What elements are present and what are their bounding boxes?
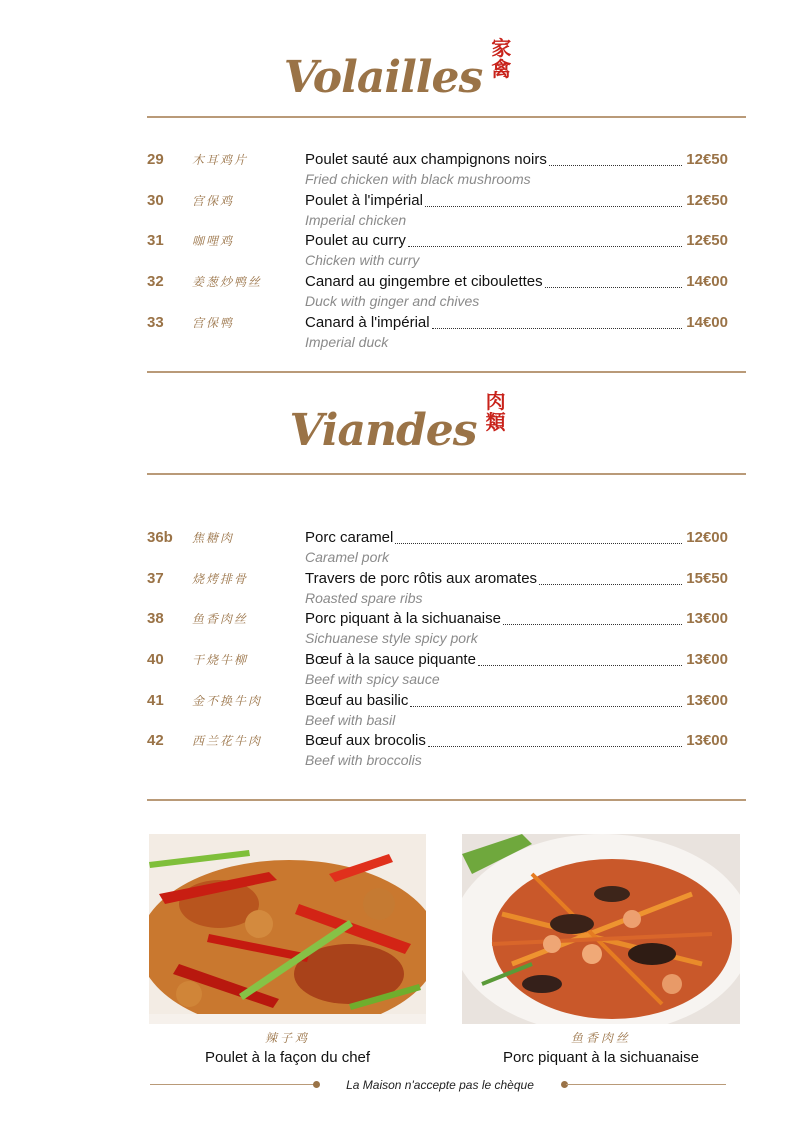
menu-item — [0, 272, 800, 313]
leader-dots — [503, 624, 682, 625]
item-number: 29 — [147, 151, 164, 168]
item-chinese-name: 鱼香肉丝 — [192, 612, 249, 627]
divider — [147, 116, 746, 118]
item-number: 40 — [147, 651, 164, 669]
item-price: 12€50 — [686, 151, 728, 168]
item-price: 12€50 — [686, 191, 728, 209]
item-number: 37 — [147, 569, 164, 587]
menu-item — [0, 231, 800, 272]
item-french-name: Poulet sauté aux champignons noirs — [305, 151, 547, 168]
item-english-name: Beef with broccolis — [305, 752, 422, 769]
leader-dots — [539, 584, 682, 585]
item-english-name: Fried chicken with black mushrooms — [305, 171, 531, 187]
item-chinese-name: 金不换牛肉 — [192, 693, 263, 708]
item-number: 38 — [147, 610, 164, 628]
dish-photo-sichuan-pork-image — [462, 834, 740, 1024]
item-price: 13€00 — [686, 691, 728, 709]
menu-item — [0, 731, 800, 772]
item-french-name: Bœuf au basilic — [305, 691, 409, 709]
item-number: 33 — [147, 313, 164, 331]
item-french-name: Canard au gingembre et ciboulettes — [305, 273, 543, 291]
footer-line-left — [150, 1084, 318, 1085]
seal-meats: 肉類 — [485, 389, 506, 434]
item-price: 12€50 — [686, 232, 728, 250]
item-chinese-name: 木耳鸡片 — [192, 153, 249, 167]
item-price: 13€00 — [686, 732, 728, 750]
menu-item — [0, 691, 800, 732]
item-french-name: Porc caramel — [305, 529, 394, 546]
item-number: 41 — [147, 691, 164, 709]
divider — [147, 371, 746, 373]
footer-dot-left — [313, 1081, 320, 1088]
divider — [147, 799, 746, 801]
item-chinese-name: 焦糖肉 — [192, 531, 235, 545]
leader-dots — [425, 206, 682, 207]
item-chinese-name: 西兰花牛肉 — [192, 734, 263, 749]
item-french-name: Travers de porc rôtis aux aromates — [305, 569, 538, 587]
item-price: 14€00 — [686, 273, 728, 291]
item-price: 14€00 — [686, 313, 728, 331]
meats-list — [0, 528, 800, 772]
photo-caption-chinese: 鱼香肉丝 — [570, 1031, 631, 1045]
menu-item — [0, 569, 800, 610]
item-english-name: Duck with ginger and chives — [305, 293, 480, 310]
footer-note: La Maison n'accepte pas le chèque — [346, 1078, 534, 1092]
photo-caption-french: Poulet à la façon du chef — [204, 1049, 371, 1066]
item-chinese-name: 干烧牛柳 — [192, 653, 249, 668]
menu-item — [0, 150, 800, 191]
dish-photo-sichuan-pork — [462, 834, 740, 1024]
item-price: 12€00 — [686, 529, 728, 546]
menu-item — [0, 528, 800, 569]
item-chinese-name: 烧烤排骨 — [192, 571, 249, 586]
menu-item — [0, 313, 800, 354]
section-title-meats — [0, 389, 800, 456]
dish-photo-spicy-chicken-image — [149, 834, 426, 1024]
leader-dots — [432, 328, 683, 329]
item-price: 13€00 — [686, 651, 728, 669]
section-title-poultry-text: Volailles — [283, 52, 483, 103]
item-french-name: Porc piquant à la sichuanaise — [305, 610, 501, 628]
section-title-poultry — [0, 36, 800, 103]
item-number: 42 — [147, 732, 164, 750]
item-english-name: Imperial duck — [305, 333, 389, 350]
item-french-name: Bœuf à la sauce piquante — [305, 651, 476, 669]
divider — [147, 473, 746, 475]
menu-item — [0, 650, 800, 691]
item-french-name: Poulet à l'impérial — [305, 191, 423, 209]
photo-caption-french: Porc piquant à la sichuanaise — [503, 1049, 699, 1066]
seal-poultry: 家禽 — [491, 36, 512, 81]
item-chinese-name: 姜葱炒鸭丝 — [192, 275, 263, 290]
leader-dots — [549, 165, 682, 166]
item-french-name: Bœuf aux brocolis — [305, 732, 426, 750]
photo-caption-chinese: 辣子鸡 — [264, 1031, 310, 1045]
leader-dots — [410, 706, 682, 707]
footer-line-right — [566, 1084, 726, 1085]
menu-item — [0, 609, 800, 650]
leader-dots — [428, 746, 682, 747]
item-french-name: Canard à l'impérial — [305, 313, 430, 331]
item-price: 15€50 — [686, 569, 728, 587]
item-english-name: Roasted spare ribs — [305, 589, 423, 606]
item-price: 13€00 — [686, 610, 728, 628]
item-english-name: Beef with spicy sauce — [305, 671, 440, 688]
leader-dots — [408, 246, 682, 247]
item-chinese-name: 咖哩鸡 — [192, 234, 235, 249]
item-number: 36b — [147, 529, 173, 546]
section-title-meats-text: Viandes — [289, 405, 477, 456]
dish-photo-spicy-chicken — [149, 834, 426, 1024]
item-english-name: Beef with basil — [305, 711, 396, 728]
item-number: 31 — [147, 232, 164, 250]
leader-dots — [478, 665, 682, 666]
item-english-name: Sichuanese style spicy pork — [305, 630, 478, 647]
item-english-name: Caramel pork — [305, 549, 390, 565]
leader-dots — [395, 543, 682, 544]
item-chinese-name: 宫保鸡 — [192, 193, 235, 208]
item-french-name: Poulet au curry — [305, 232, 406, 250]
item-chinese-name: 宫保鸭 — [192, 315, 235, 330]
item-english-name: Imperial chicken — [305, 211, 407, 228]
item-number: 30 — [147, 191, 164, 209]
leader-dots — [545, 287, 683, 288]
poultry-list — [0, 150, 800, 353]
menu-item — [0, 191, 800, 232]
item-english-name: Chicken with curry — [305, 252, 420, 269]
item-number: 32 — [147, 273, 164, 291]
